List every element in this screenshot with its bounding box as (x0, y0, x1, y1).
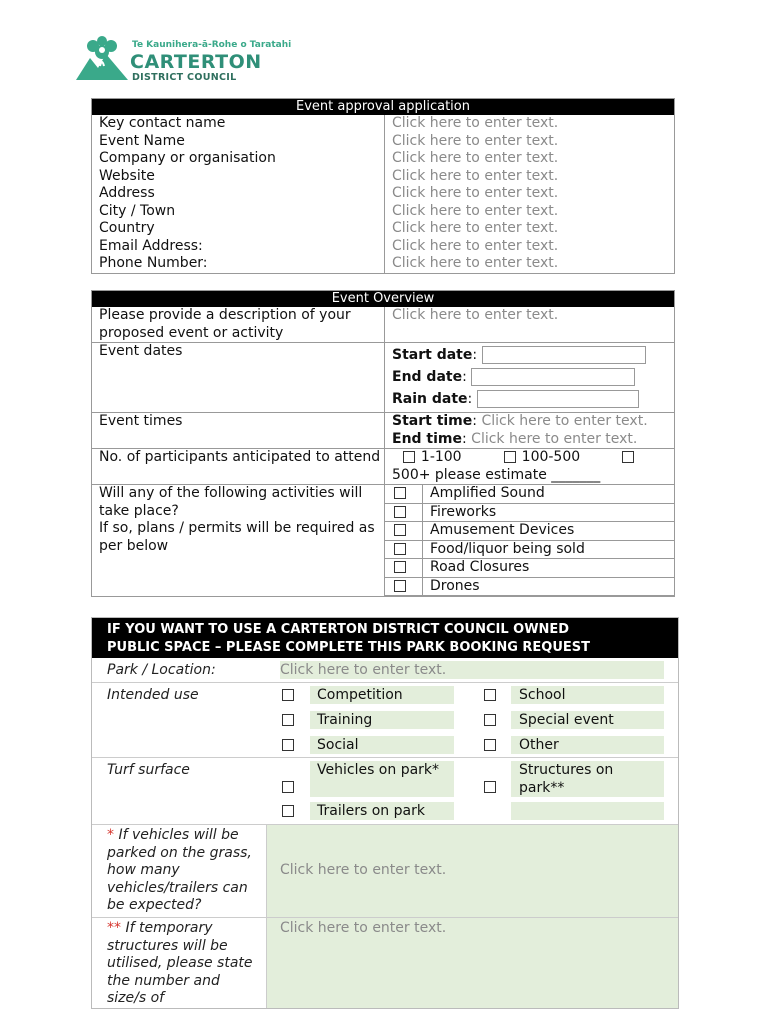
city-input[interactable]: Click here to enter text. (385, 203, 675, 221)
list-item (385, 577, 674, 596)
checkbox-1-100[interactable] (403, 451, 415, 463)
address-input[interactable]: Click here to enter text. (385, 185, 675, 203)
row-label: Email Address: (99, 237, 203, 254)
use-special-event: Special event (519, 712, 614, 728)
checkbox-amusement-devices[interactable] (394, 524, 406, 536)
event-name-input[interactable]: Click here to enter text. (385, 133, 675, 151)
list-item (385, 522, 674, 541)
activity-label: Food/liquor being sold (423, 540, 675, 559)
use-competition: Competition (317, 687, 403, 703)
website-input[interactable]: Click here to enter text. (385, 168, 675, 186)
use-school: School (519, 687, 566, 703)
phone-input[interactable]: Click here to enter text. (385, 255, 675, 273)
table-row (92, 255, 675, 273)
table-row (92, 220, 675, 238)
checkbox-fireworks[interactable] (394, 506, 406, 518)
council-logo (76, 36, 292, 86)
row-label: City / Town (99, 202, 176, 219)
structures-asterisk: ** (107, 920, 121, 936)
vehicles-asterisk: * (107, 827, 114, 843)
table-row (92, 238, 675, 256)
start-time-label: Start time (392, 413, 473, 429)
table-row (92, 115, 675, 133)
email-input[interactable]: Click here to enter text. (385, 238, 675, 256)
approval-table (91, 98, 675, 274)
row-label: Key contact name (99, 115, 226, 131)
company-input[interactable]: Click here to enter text. (385, 150, 675, 168)
rain-date-label: Rain date (392, 391, 468, 407)
list-item (385, 559, 674, 578)
description-label: Please provide a description of your proposed event or activity (92, 307, 385, 343)
checkbox-vehicles[interactable] (282, 781, 294, 793)
start-date-label: Start date (392, 347, 473, 363)
turf-structures: Structures on park** (519, 762, 614, 796)
option-500-plus: 500+ please estimate _______ (392, 466, 601, 483)
location-label: Park / Location: (107, 662, 216, 678)
logo-title: CARTERTON (130, 51, 262, 73)
checkbox-drones[interactable] (394, 580, 406, 592)
vehicles-question-text: If vehicles will be parked on the grass, how many vehicles/trailers can be expected? (107, 827, 252, 913)
vehicles-question (107, 827, 257, 915)
row-label: Country (99, 220, 155, 236)
dates-label: Event dates (92, 343, 385, 413)
table-row (92, 168, 675, 186)
option-1-100: 1-100 (420, 449, 462, 465)
park-heading-line-1: IF YOU WANT TO USE A CARTERTON DISTRICT COUNCIL OWNED (107, 622, 570, 637)
country-input[interactable]: Click here to enter text. (385, 220, 675, 238)
row-label: Website (99, 167, 155, 184)
activity-label: Amusement Devices (423, 522, 675, 541)
overview-title: Event Overview (92, 291, 675, 308)
description-input[interactable]: Click here to enter text. (385, 307, 675, 343)
checkbox-trailers[interactable] (282, 805, 294, 817)
checkbox-school[interactable] (484, 689, 496, 701)
table-row (92, 185, 675, 203)
end-date-label: End date (392, 369, 463, 385)
intended-use-label: Intended use (107, 687, 199, 703)
checkbox-other[interactable] (484, 739, 496, 751)
option-100-500: 100-500 (521, 449, 581, 465)
activity-label: Amplified Sound (423, 485, 675, 503)
checkbox-training[interactable] (282, 714, 294, 726)
start-date-input[interactable] (482, 346, 646, 364)
activities-note: If so, plans / permits will be required as per below (99, 520, 375, 554)
activities-label: Will any of the following activities will take place? (99, 485, 363, 519)
table-row (92, 203, 675, 221)
rain-date-input[interactable] (477, 390, 639, 408)
turf-trailers: Trailers on park (317, 803, 425, 819)
row-label: Address (99, 185, 155, 201)
checkbox-structures[interactable] (484, 781, 496, 793)
structures-value: Click here to enter text. (280, 920, 447, 936)
start-time-input[interactable]: Click here to enter text. (481, 413, 648, 429)
park-heading-line-2: PUBLIC SPACE – PLEASE COMPLETE THIS PARK BOOKING REQUEST (107, 640, 591, 655)
checkbox-road-closures[interactable] (394, 561, 406, 573)
flower-logo-icon (76, 36, 128, 82)
row-label: Phone Number: (92, 255, 385, 273)
turf-label: Turf surface (107, 762, 190, 778)
logo-maori-name: Te Kaunihera-ā-Rohe o Taratahi (132, 40, 292, 50)
list-item (385, 485, 674, 503)
participants-label: No. of participants anticipated to attend (92, 449, 385, 485)
checkbox-special-event[interactable] (484, 714, 496, 726)
park-booking-section (91, 617, 679, 1009)
activity-label: Drones (423, 577, 675, 596)
use-other: Other (519, 737, 559, 753)
list-item (385, 503, 674, 522)
key-contact-input[interactable]: Click here to enter text. (385, 115, 675, 133)
structures-question-text: If temporary structures will be utilised, please state the number and size/s of (107, 920, 253, 1006)
activities-list (385, 485, 674, 596)
logo-subtitle: DISTRICT COUNCIL (132, 72, 237, 83)
activity-label: Fireworks (423, 503, 675, 522)
table-row (92, 133, 675, 151)
end-date-input[interactable] (471, 368, 635, 386)
checkbox-social[interactable] (282, 739, 294, 751)
approval-title: Event approval application (92, 99, 675, 116)
turf-vehicles: Vehicles on park* (317, 762, 440, 778)
location-value: Click here to enter text. (280, 662, 447, 678)
checkbox-competition[interactable] (282, 689, 294, 701)
end-time-input[interactable]: Click here to enter text. (471, 430, 638, 447)
park-heading (92, 618, 678, 658)
list-item (385, 540, 674, 559)
use-social: Social (317, 737, 359, 753)
checkbox-500-plus[interactable] (622, 451, 634, 463)
structures-question (107, 920, 257, 1008)
vehicles-value: Click here to enter text. (280, 862, 447, 878)
activity-label: Road Closures (423, 559, 675, 578)
checkbox-amplified-sound[interactable] (394, 487, 406, 499)
table-row (92, 150, 675, 168)
end-time-label: End time (392, 430, 462, 447)
row-label: Company or organisation (99, 150, 276, 166)
checkbox-100-500[interactable] (504, 451, 516, 463)
row-label: Event Name (99, 132, 185, 149)
checkbox-food-liquor[interactable] (394, 543, 406, 555)
use-training: Training (317, 712, 373, 728)
overview-table: Event Overview Please provide a description of your proposed event or activity Click here to enter text. Event dates Start date: End date: Rain date: Event times Start time: Click here to enter text. End time: Click here to enter text. No. of participants anticipated to attend 1-100 100-500 500+ please estimate _______ Will any of the following activities will take place? If so, plans / permits will be required as per below Amplified Sound Fireworks Amusement Devices Food/liquor being sold Road Closures Drones (91, 290, 675, 597)
times-label: Event times (92, 413, 385, 449)
